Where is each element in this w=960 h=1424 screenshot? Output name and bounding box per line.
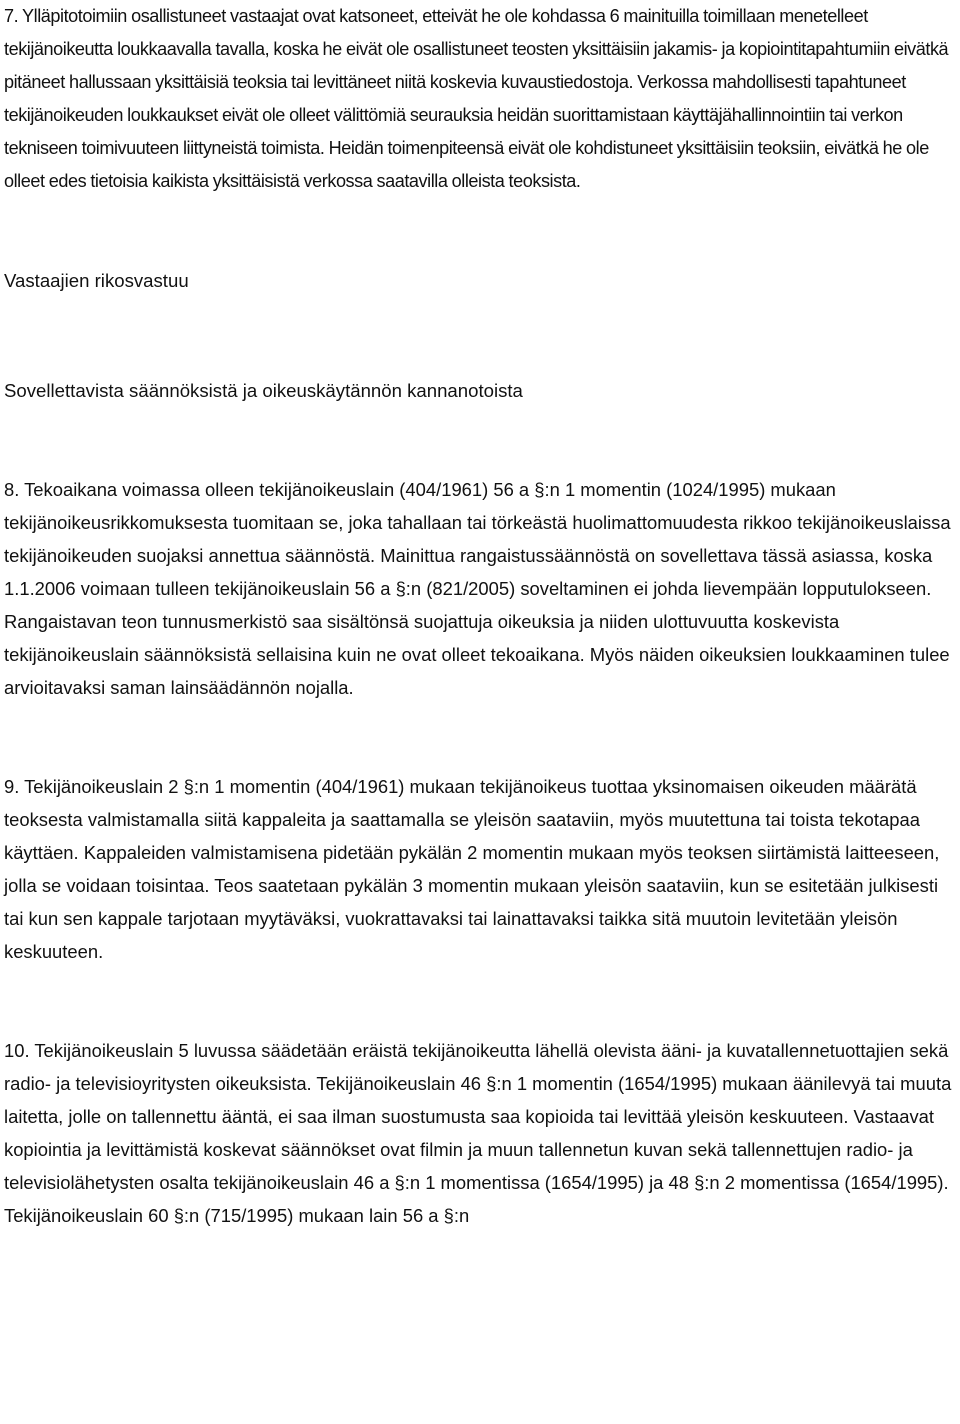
spacer	[4, 198, 957, 264]
spacer	[4, 407, 957, 473]
document-page	[4, 0, 957, 1232]
paragraph-8: 8. Tekoaikana voimassa olleen tekijänoikeuslain (404/1961) 56 a §:n 1 momentin (1024/1995) mukaan tekijänoikeusrikkomuksesta tuomitaan se, joka tahallaan tai törkeästä huolimattomuudesta rikkoo tekijänoikeuslaissa tekijänoikeuden suojaksi annettua säännöstä. Mainittua rangaistussäännöstä on sovellettava tässä asiassa, koska 1.1.2006 voimaan tulleen tekijänoikeuslain 56 a §:n (821/2005) soveltaminen ei johda lievempään lopputulokseen. Rangaistavan teon tunnusmerkistö saa sisältönsä suojattuja oikeuksia ja niiden ulottuvuutta koskevista tekijänoikeuslain säännöksistä sellaisina kuin ne ovat olleet tekoaikana. Myös näiden oikeuksien loukkaaminen tulee arvioitavaksi saman lainsäädännön nojalla.	[4, 479, 951, 698]
section-heading-criminal-liability: Vastaajien rikosvastuu	[4, 270, 189, 291]
paragraph-7: 7. Ylläpitotoimiin osallistuneet vastaajat ovat katsoneet, etteivät he ole kohdassa 6 mainituilla toimillaan menetelleet tekijänoikeutta loukkaavalla tavalla, koska he eivät ole osallistuneet teosten yksittäisiin jakamis- ja kopiointitapahtumiin eivätkä pitäneet hallussaan yksittäisiä teoksia tai levittäneet niitä koskevia kuvaustiedostoja. Verkossa mahdollisesti tapahtuneet tekijänoikeuden loukkaukset eivät ole olleet välittömiä seurauksia heidän suorittamistaan käyttäjähallinnointiin tai verkon tekniseen toimivuuteen liittyneistä toimista. Heidän toimenpiteensä eivät ole kohdistuneet yksittäisiin teoksiin, eivätkä he ole olleet edes tietoisia kaikista yksittäisistä verkossa saatavilla olleista teoksista.	[4, 6, 949, 191]
spacer	[4, 704, 957, 770]
paragraph-9: 9. Tekijänoikeuslain 2 §:n 1 momentin (404/1961) mukaan tekijänoikeus tuottaa yksinomaisen oikeuden määrätä teoksesta valmistamalla siitä kappaleita ja saattamalla se yleisön saataviin, myös muutettuna tai toista tekotapaa käyttäen. Kappaleiden valmistamisena pidetään pykälän 2 momentin mukaan myös teoksen siirtämistä laitteeseen, jolla se voidaan toisintaa. Teos saatetaan pykälän 3 momentin mukaan yleisön saataviin, kun se esitetään julkisesti tai kun sen kappale tarjotaan myytäväksi, vuokrattavaksi tai lainattavaksi taikka sitä muutoin levitetään yleisön keskuuteen.	[4, 776, 940, 962]
spacer	[4, 968, 957, 1034]
spacer	[4, 297, 957, 374]
paragraph-10: 10. Tekijänoikeuslain 5 luvussa säädetään eräistä tekijänoikeutta lähellä olevista ääni- ja kuvatallennetuottajien sekä radio- ja televisioyritysten oikeuksista. Tekijänoikeuslain 46 §:n 1 momentin (1654/1995) mukaan äänilevyä tai muuta laitetta, jolle on tallennettu ääntä, ei saa ilman suostumusta saa kopioida tai levittää yleisön keskuuteen. Vastaavat kopiointia ja levittämistä koskevat säännökset ovat filmin ja muun tallennetun kuvan sekä tallennettujen radio- ja televisiolähetysten osalta tekijänoikeuslain 46 a §:n 1 momentissa (1654/1995) ja 48 §:n 2 momentissa (1654/1995). Tekijänoikeuslain 60 §:n (715/1995) mukaan lain 56 a §:n	[4, 1040, 952, 1226]
section-heading-applicable-provisions: Sovellettavista säännöksistä ja oikeuskäytännön kannanotoista	[4, 380, 523, 401]
